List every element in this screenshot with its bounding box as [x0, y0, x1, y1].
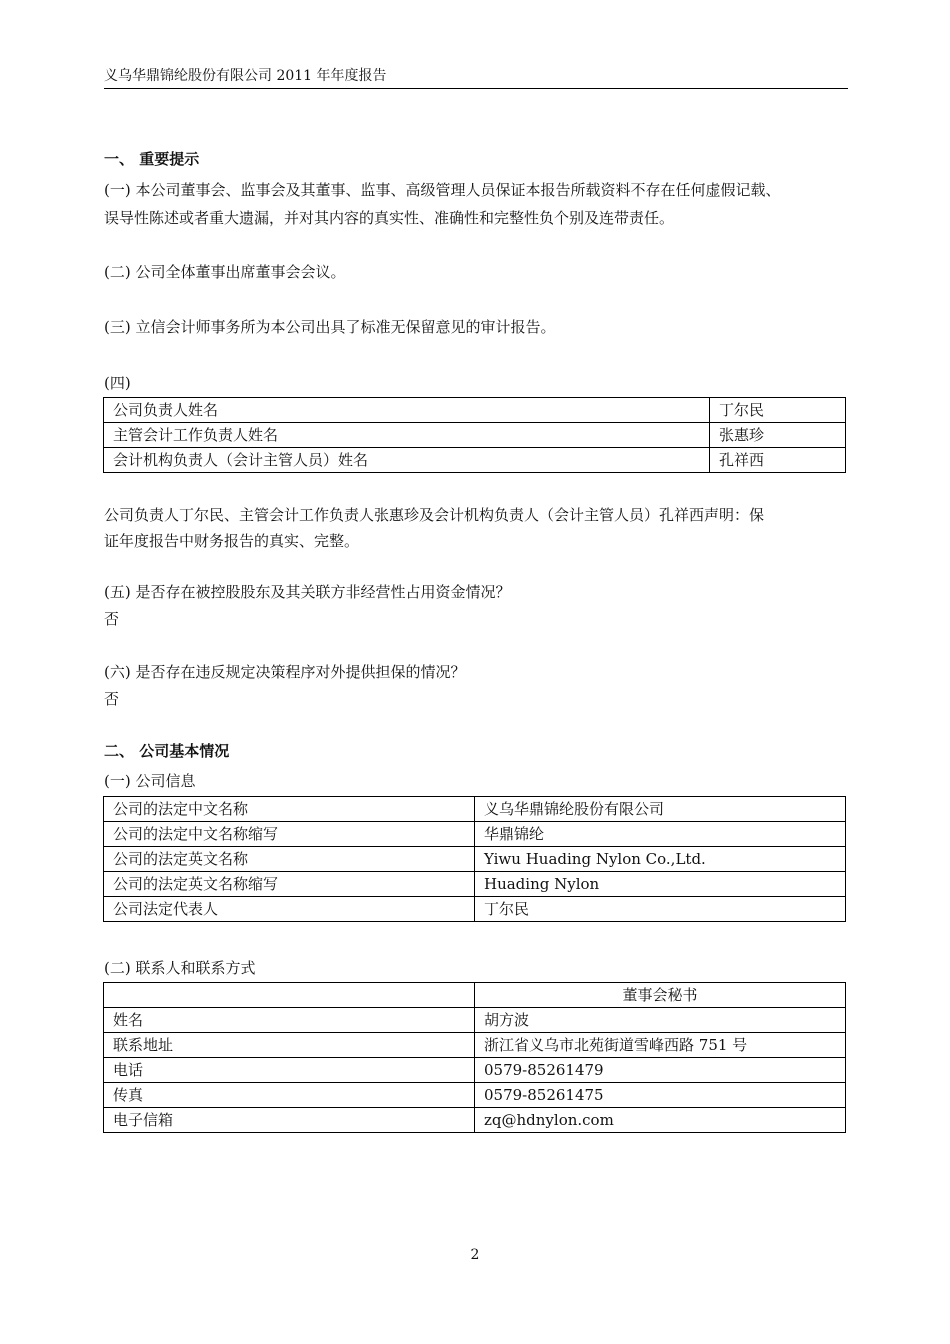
- section-1-title: 一、 重要提示: [104, 150, 200, 168]
- table-cell-value: zq@hdnylon.com: [475, 1108, 846, 1133]
- table-header-row: [104, 983, 846, 1008]
- table-cell-label: 公司的法定中文名称缩写: [104, 822, 475, 847]
- table-cell-value: 浙江省义乌市北苑街道雪峰西路 751 号: [475, 1033, 846, 1058]
- notice-1-line-2: 误导性陈述或者重大遗漏，并对其内容的真实性、准确性和完整性负个别及连带责任。: [104, 209, 675, 227]
- notice-1-line-1: (一) 本公司董事会、监事会及其董事、监事、高级管理人员保证本报告所载资料不存在任何虚假记载、: [104, 181, 781, 199]
- statement-line-2: 证年度报告中财务报告的真实、完整。: [104, 532, 360, 550]
- answer-6: 否: [104, 690, 120, 708]
- contact-table: [103, 982, 846, 1133]
- contact-subtitle: (二) 联系人和联系方式: [104, 959, 256, 977]
- table-row: [104, 423, 846, 448]
- table-cell-label: 姓名: [104, 1008, 475, 1033]
- table-cell-value: 丁尔民: [710, 398, 846, 423]
- table-cell-label: 传真: [104, 1083, 475, 1108]
- table-row: [104, 398, 846, 423]
- table-cell-label: 会计机构负责人（会计主管人员）姓名: [104, 448, 710, 473]
- table-cell-value: 0579-85261475: [475, 1083, 846, 1108]
- table-row: [104, 1083, 846, 1108]
- table-cell-label: 公司的法定英文名称缩写: [104, 872, 475, 897]
- answer-5: 否: [104, 610, 120, 628]
- table-cell-value: 华鼎锦纶: [475, 822, 846, 847]
- table-cell-label: 主管会计工作负责人姓名: [104, 423, 710, 448]
- company-info-table: [103, 796, 846, 922]
- table-cell-value: 孔祥西: [710, 448, 846, 473]
- table-row: [104, 1033, 846, 1058]
- table-row: [104, 1058, 846, 1083]
- table-cell-value: 义乌华鼎锦纶股份有限公司: [475, 797, 846, 822]
- table-cell-label: 公司的法定中文名称: [104, 797, 475, 822]
- table-cell-label: 公司的法定英文名称: [104, 847, 475, 872]
- table-row: [104, 872, 846, 897]
- table-row: [104, 1108, 846, 1133]
- company-info-subtitle: (一) 公司信息: [104, 772, 196, 790]
- table-cell-label: 电子信箱: [104, 1108, 475, 1133]
- responsible-persons-table: [103, 397, 846, 473]
- table-cell-value: 胡方波: [475, 1008, 846, 1033]
- report-header: 义乌华鼎锦纶股份有限公司 2011 年年度报告: [104, 66, 848, 89]
- table-row: [104, 797, 846, 822]
- table-cell-value: Yiwu Huading Nylon Co.,Ltd.: [475, 847, 846, 872]
- table-cell-value: Huading Nylon: [475, 872, 846, 897]
- table-header-empty: [104, 983, 475, 1008]
- table-header-secretary: 董事会秘书: [475, 983, 846, 1008]
- question-6: (六) 是否存在违反规定决策程序对外提供担保的情况？: [104, 663, 466, 681]
- notice-2: (二) 公司全体董事出席董事会会议。: [104, 263, 346, 281]
- table-cell-value: 张惠珍: [710, 423, 846, 448]
- table-row: [104, 448, 846, 473]
- table-row: [104, 847, 846, 872]
- notice-3: (三) 立信会计师事务所为本公司出具了标准无保留意见的审计报告。: [104, 318, 556, 336]
- table-cell-label: 电话: [104, 1058, 475, 1083]
- table-cell-label: 公司负责人姓名: [104, 398, 710, 423]
- table-row: [104, 897, 846, 922]
- table-cell-label: 联系地址: [104, 1033, 475, 1058]
- table-row: [104, 1008, 846, 1033]
- notice-4-label: (四): [104, 374, 131, 392]
- section-2-title: 二、 公司基本情况: [104, 742, 230, 760]
- table-cell-label: 公司法定代表人: [104, 897, 475, 922]
- question-5: (五) 是否存在被控股股东及其关联方非经营性占用资金情况？: [104, 583, 511, 601]
- statement-line-1: 公司负责人丁尔民、主管会计工作负责人张惠珍及会计机构负责人（会计主管人员）孔祥西声明：保: [104, 506, 765, 524]
- table-cell-value: 丁尔民: [475, 897, 846, 922]
- page-number: 2: [470, 1247, 480, 1263]
- table-cell-value: 0579-85261479: [475, 1058, 846, 1083]
- table-row: [104, 822, 846, 847]
